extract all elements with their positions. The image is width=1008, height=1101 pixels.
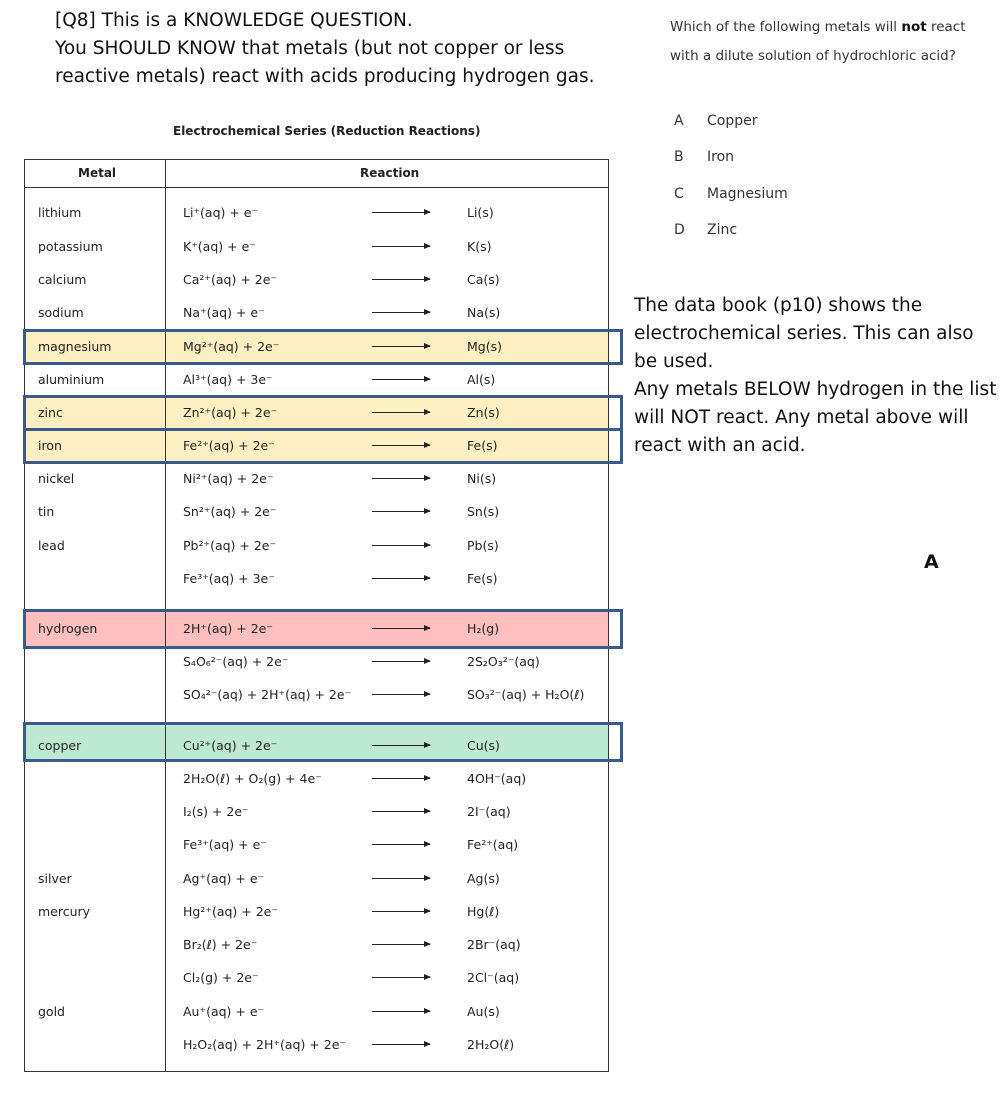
metal-name: mercury (38, 904, 91, 919)
products: Ni(s) (467, 471, 497, 486)
products: Sn(s) (467, 504, 500, 519)
metal-name: gold (38, 1004, 65, 1019)
products: Zn(s) (467, 405, 500, 420)
highlight-box-zinc (23, 395, 623, 431)
q-text: with a dilute solution of hydrochloric acid? (670, 48, 956, 64)
reactants: K⁺(aq) + e⁻ (183, 239, 256, 254)
table-row (24, 232, 609, 262)
products: SO₃²⁻(aq) + H₂O(ℓ) (467, 687, 585, 702)
reactants: S₄O₆²⁻(aq) + 2e⁻ (183, 654, 289, 669)
reactants: Al³⁺(aq) + 3e⁻ (183, 372, 273, 387)
products: Mg(s) (467, 339, 502, 354)
products: Au(s) (467, 1004, 500, 1019)
table-row (24, 864, 609, 894)
arrow-icon (372, 944, 430, 945)
products: 2Br⁻(aq) (467, 937, 521, 952)
arrow-icon (372, 312, 430, 313)
products: Fe(s) (467, 571, 498, 586)
option-letter: C (674, 186, 684, 202)
reactants: Na⁺(aq) + e⁻ (183, 305, 265, 320)
q-bold: not (901, 19, 927, 35)
reactants: I₂(s) + 2e⁻ (183, 804, 249, 819)
reactants: Sn²⁺(aq) + 2e⁻ (183, 504, 277, 519)
products: 2S₂O₃²⁻(aq) (467, 654, 540, 669)
metal-name: tin (38, 504, 55, 519)
answer: A (924, 551, 939, 573)
highlight-box-copper (23, 722, 623, 762)
reactants: H₂O₂(aq) + 2H⁺(aq) + 2e⁻ (183, 1037, 346, 1052)
answer-option (674, 149, 735, 165)
metal-name: silver (38, 871, 72, 886)
metal-name: potassium (38, 239, 103, 254)
products: Hg(ℓ) (467, 904, 500, 919)
arrow-icon (372, 694, 430, 695)
option-text: Iron (707, 149, 735, 165)
reactants: SO₄²⁻(aq) + 2H⁺(aq) + 2e⁻ (183, 687, 352, 702)
metal-name: zinc (38, 405, 63, 420)
products: Na(s) (467, 305, 501, 320)
arrow-icon (372, 1044, 430, 1045)
metal-name: lithium (38, 205, 82, 220)
reactants: 2H⁺(aq) + 2e⁻ (183, 621, 273, 636)
option-letter: D (674, 222, 685, 238)
products: K(s) (467, 239, 492, 254)
arrow-icon (372, 811, 430, 812)
option-letter: B (674, 149, 684, 165)
arrow-icon (372, 578, 430, 579)
reactants: Ag⁺(aq) + e⁻ (183, 871, 265, 886)
metal-name: iron (38, 438, 62, 453)
note-line: Any metals BELOW hydrogen in the list (634, 379, 997, 400)
arrow-icon (372, 545, 430, 546)
metal-name: calcium (38, 272, 87, 287)
table-row (24, 830, 609, 860)
table-row (24, 464, 609, 494)
table-row (24, 564, 609, 594)
reactants: Mg²⁺(aq) + 2e⁻ (183, 339, 280, 354)
note-line: electrochemical series. This can also (634, 323, 974, 344)
metal-name: aluminium (38, 372, 105, 387)
reactants: Cl₂(g) + 2e⁻ (183, 970, 259, 985)
q-text: Which of the following metals will (670, 19, 902, 35)
arrow-icon (372, 977, 430, 978)
option-letter: A (674, 113, 684, 129)
products: 2H₂O(ℓ) (467, 1037, 515, 1052)
reactants: 2H₂O(ℓ) + O₂(g) + 4e⁻ (183, 771, 322, 786)
reactants: Au⁺(aq) + e⁻ (183, 1004, 265, 1019)
metal-name: copper (38, 738, 82, 753)
option-text: Copper (707, 113, 758, 129)
table-row (24, 198, 609, 228)
note-line: The data book (p10) shows the (634, 295, 923, 316)
header-divider (25, 187, 608, 188)
option-text: Zinc (707, 222, 738, 238)
table-row (24, 897, 609, 927)
note-line: react with an acid. (634, 435, 806, 456)
table-row (24, 1030, 609, 1060)
reactants: Cu²⁺(aq) + 2e⁻ (183, 738, 278, 753)
reactants: Li⁺(aq) + e⁻ (183, 205, 259, 220)
arrow-icon (372, 279, 430, 280)
option-text: Magnesium (707, 186, 788, 202)
table-row (24, 365, 609, 395)
arrow-icon (372, 246, 430, 247)
col-header-metal: Metal (78, 166, 117, 180)
arrow-icon (372, 212, 430, 213)
arrow-icon (372, 878, 430, 879)
highlight-box-iron (23, 428, 623, 464)
table-row (24, 764, 609, 794)
highlight-box-hydrogen (23, 609, 623, 649)
table-row (24, 680, 609, 710)
arrow-icon (372, 511, 430, 512)
header-line: You SHOULD KNOW that metals (but not copper or less (55, 38, 565, 59)
products: 4OH⁻(aq) (467, 771, 527, 786)
table-row (24, 797, 609, 827)
reactants: Ca²⁺(aq) + 2e⁻ (183, 272, 278, 287)
products: 2Cl⁻(aq) (467, 970, 520, 985)
table-row (24, 997, 609, 1027)
table-row (24, 647, 609, 677)
reactants: Ni²⁺(aq) + 2e⁻ (183, 471, 274, 486)
products: Ag(s) (467, 871, 500, 886)
note-line: be used. (634, 351, 714, 372)
metal-name: magnesium (38, 339, 112, 354)
products: Cu(s) (467, 738, 500, 753)
metal-name: nickel (38, 471, 75, 486)
answer-option (674, 113, 758, 129)
arrow-icon (372, 379, 430, 380)
reactants: Fe²⁺(aq) + 2e⁻ (183, 438, 275, 453)
products: 2I⁻(aq) (467, 804, 511, 819)
reactants: Br₂(ℓ) + 2e⁻ (183, 937, 258, 952)
metal-name: lead (38, 538, 65, 553)
question-text (670, 18, 966, 65)
reactants: Hg²⁺(aq) + 2e⁻ (183, 904, 278, 919)
metal-name: hydrogen (38, 621, 98, 636)
reactants: Pb²⁺(aq) + 2e⁻ (183, 538, 277, 553)
explanation-note (634, 292, 996, 460)
table-row (24, 497, 609, 527)
reactants: Fe³⁺(aq) + e⁻ (183, 837, 267, 852)
highlight-box-magnesium (23, 329, 623, 365)
arrow-icon (372, 1011, 430, 1012)
products: H₂(g) (467, 621, 500, 636)
table-title: Electrochemical Series (Reduction Reactions) (173, 124, 481, 138)
reactants: Zn²⁺(aq) + 2e⁻ (183, 405, 278, 420)
products: Pb(s) (467, 538, 499, 553)
products: Fe²⁺(aq) (467, 837, 519, 852)
table-row (24, 531, 609, 561)
table-row (24, 930, 609, 960)
header-line: [Q8] This is a KNOWLEDGE QUESTION. (55, 10, 413, 31)
question-header (55, 7, 594, 91)
answer-option (674, 186, 788, 202)
products: Fe(s) (467, 438, 498, 453)
arrow-icon (372, 844, 430, 845)
arrow-icon (372, 478, 430, 479)
note-line: will NOT react. Any metal above will (634, 407, 969, 428)
reactants: Fe³⁺(aq) + 3e⁻ (183, 571, 275, 586)
metal-name: sodium (38, 305, 84, 320)
arrow-icon (372, 911, 430, 912)
col-header-reaction: Reaction (360, 166, 420, 180)
products: Al(s) (467, 372, 496, 387)
table-row (24, 298, 609, 328)
table-row (24, 265, 609, 295)
arrow-icon (372, 778, 430, 779)
header-line: reactive metals) react with acids producing hydrogen gas. (55, 66, 595, 87)
products: Li(s) (467, 205, 494, 220)
q-text: react (926, 19, 966, 35)
table-row (24, 963, 609, 993)
answer-option (674, 222, 738, 238)
arrow-icon (372, 661, 430, 662)
products: Ca(s) (467, 272, 500, 287)
